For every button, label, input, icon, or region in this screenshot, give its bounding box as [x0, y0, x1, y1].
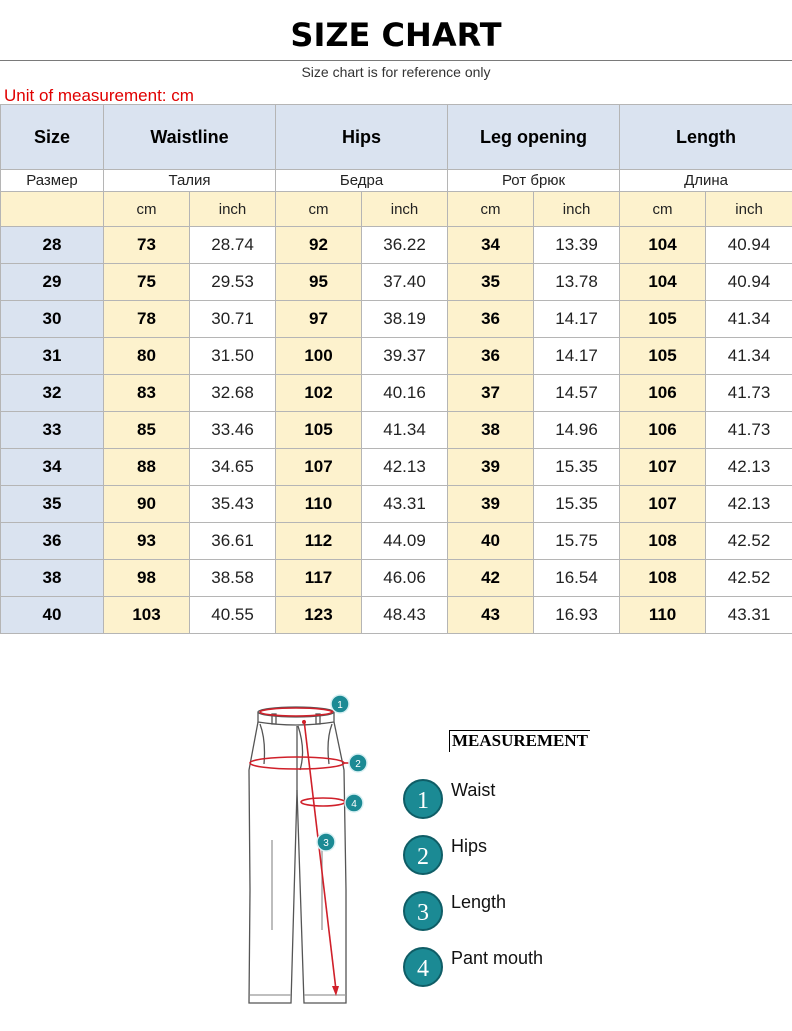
length-cm-cell: 106	[620, 375, 706, 412]
leg-cm-cell: 37	[448, 375, 534, 412]
leg-inch-cell: 13.39	[534, 227, 620, 264]
unit-inch: inch	[706, 192, 792, 227]
header-length-ru: Длина	[620, 170, 792, 192]
hips-inch-cell: 36.22	[362, 227, 448, 264]
number-1-icon	[402, 778, 444, 820]
header-row-ru	[1, 170, 792, 192]
header-size-ru: Размер	[1, 170, 104, 192]
hips-cm-cell: 97	[276, 301, 362, 338]
leg-inch-cell: 13.78	[534, 264, 620, 301]
header-hips-ru: Бедра	[276, 170, 448, 192]
hips-inch-cell: 43.31	[362, 486, 448, 523]
svg-text:4: 4	[417, 956, 429, 982]
leg-inch-cell: 14.57	[534, 375, 620, 412]
size-cell: 31	[1, 338, 104, 375]
header-waistline-ru: Талия	[104, 170, 276, 192]
table-row	[1, 227, 792, 264]
marker-3-icon	[317, 833, 335, 851]
size-cell: 40	[1, 597, 104, 634]
length-cm-cell: 110	[620, 597, 706, 634]
length-cm-cell: 106	[620, 412, 706, 449]
waist-cm-cell: 83	[104, 375, 190, 412]
number-2-icon	[402, 834, 444, 876]
leg-inch-cell: 15.35	[534, 486, 620, 523]
hips-inch-cell: 39.37	[362, 338, 448, 375]
header-row-en	[1, 105, 792, 170]
header-leg-opening-ru: Рот брюк	[448, 170, 620, 192]
header-hips: Hips	[276, 105, 448, 170]
hips-cm-cell: 123	[276, 597, 362, 634]
waist-inch-cell: 30.71	[190, 301, 276, 338]
size-cell: 29	[1, 264, 104, 301]
length-inch-cell: 40.94	[706, 264, 792, 301]
hips-inch-cell: 38.19	[362, 301, 448, 338]
size-table	[0, 104, 792, 634]
table-row	[1, 523, 792, 560]
table-row	[1, 597, 792, 634]
table-row	[1, 338, 792, 375]
waist-inch-cell: 35.43	[190, 486, 276, 523]
leg-cm-cell: 39	[448, 449, 534, 486]
size-cell: 35	[1, 486, 104, 523]
waist-inch-cell: 31.50	[190, 338, 276, 375]
unit-cm: cm	[448, 192, 534, 227]
svg-text:3: 3	[323, 838, 329, 849]
size-cell: 34	[1, 449, 104, 486]
unit-inch: inch	[362, 192, 448, 227]
waist-cm-cell: 78	[104, 301, 190, 338]
leg-cm-cell: 35	[448, 264, 534, 301]
leg-cm-cell: 40	[448, 523, 534, 560]
number-3-icon	[402, 890, 444, 932]
legend-label: Pant mouth	[451, 948, 544, 968]
hips-cm-cell: 100	[276, 338, 362, 375]
legend-title: MEASUREMENT	[449, 730, 590, 752]
length-cm-cell: 105	[620, 338, 706, 375]
title-divider	[0, 60, 792, 61]
length-cm-cell: 108	[620, 523, 706, 560]
svg-text:2: 2	[355, 759, 361, 770]
header-row-units	[1, 192, 792, 227]
hips-cm-cell: 117	[276, 560, 362, 597]
table-row	[1, 412, 792, 449]
leg-inch-cell: 16.54	[534, 560, 620, 597]
pants-diagram	[236, 690, 376, 1010]
waist-cm-cell: 90	[104, 486, 190, 523]
hips-inch-cell: 48.43	[362, 597, 448, 634]
header-leg-opening: Leg opening	[448, 105, 620, 170]
waist-inch-cell: 33.46	[190, 412, 276, 449]
header-waistline: Waistline	[104, 105, 276, 170]
hips-inch-cell: 44.09	[362, 523, 448, 560]
svg-text:3: 3	[417, 900, 429, 926]
leg-inch-cell: 14.96	[534, 412, 620, 449]
length-cm-cell: 104	[620, 227, 706, 264]
hips-cm-cell: 107	[276, 449, 362, 486]
length-inch-cell: 42.13	[706, 486, 792, 523]
waist-cm-cell: 98	[104, 560, 190, 597]
waist-inch-cell: 29.53	[190, 264, 276, 301]
leg-inch-cell: 14.17	[534, 301, 620, 338]
length-inch-cell: 41.73	[706, 412, 792, 449]
svg-text:1: 1	[417, 788, 429, 814]
length-inch-cell: 41.34	[706, 338, 792, 375]
waist-cm-cell: 75	[104, 264, 190, 301]
unit-blank-cell	[1, 192, 104, 227]
header-length: Length	[620, 105, 792, 170]
unit-cm: cm	[276, 192, 362, 227]
svg-text:2: 2	[417, 844, 429, 870]
length-inch-cell: 43.31	[706, 597, 792, 634]
unit-inch: inch	[190, 192, 276, 227]
hips-inch-cell: 37.40	[362, 264, 448, 301]
hips-inch-cell: 41.34	[362, 412, 448, 449]
waist-cm-cell: 85	[104, 412, 190, 449]
marker-4-icon	[345, 794, 363, 812]
svg-text:4: 4	[351, 799, 357, 810]
waist-inch-cell: 28.74	[190, 227, 276, 264]
unit-note: Unit of measurement: cm	[4, 86, 194, 105]
length-inch-cell: 42.13	[706, 449, 792, 486]
waist-inch-cell: 32.68	[190, 375, 276, 412]
unit-inch: inch	[534, 192, 620, 227]
length-inch-cell: 42.52	[706, 523, 792, 560]
table-row	[1, 375, 792, 412]
leg-cm-cell: 34	[448, 227, 534, 264]
leg-inch-cell: 15.75	[534, 523, 620, 560]
table-row	[1, 449, 792, 486]
legend-label: Length	[451, 892, 507, 912]
length-inch-cell: 41.73	[706, 375, 792, 412]
waist-cm-cell: 103	[104, 597, 190, 634]
number-4-icon	[402, 946, 444, 988]
hips-cm-cell: 110	[276, 486, 362, 523]
pants-outline	[249, 707, 346, 1003]
waist-inch-cell: 34.65	[190, 449, 276, 486]
svg-text:1: 1	[337, 700, 343, 711]
hips-inch-cell: 46.06	[362, 560, 448, 597]
table-row	[1, 560, 792, 597]
hips-inch-cell: 40.16	[362, 375, 448, 412]
size-cell: 36	[1, 523, 104, 560]
leg-cm-cell: 42	[448, 560, 534, 597]
length-cm-cell: 107	[620, 449, 706, 486]
waist-cm-cell: 73	[104, 227, 190, 264]
leg-inch-cell: 14.17	[534, 338, 620, 375]
subtitle: Size chart is for reference only	[301, 64, 491, 80]
header-size: Size	[1, 105, 104, 170]
unit-cm: cm	[104, 192, 190, 227]
marker-2-icon	[349, 754, 367, 772]
marker-badges	[317, 695, 367, 851]
size-cell: 30	[1, 301, 104, 338]
length-cm-cell: 107	[620, 486, 706, 523]
hips-cm-cell: 102	[276, 375, 362, 412]
waist-inch-cell: 38.58	[190, 560, 276, 597]
hips-cm-cell: 105	[276, 412, 362, 449]
table-row	[1, 486, 792, 523]
legend-label: Hips	[451, 836, 488, 856]
leg-inch-cell: 16.93	[534, 597, 620, 634]
hips-cm-cell: 112	[276, 523, 362, 560]
hips-cm-cell: 95	[276, 264, 362, 301]
size-cell: 33	[1, 412, 104, 449]
leg-cm-cell: 36	[448, 338, 534, 375]
leg-inch-cell: 15.35	[534, 449, 620, 486]
page-title: SIZE CHART	[290, 16, 502, 54]
length-cm-cell: 108	[620, 560, 706, 597]
table-row	[1, 301, 792, 338]
waist-cm-cell: 93	[104, 523, 190, 560]
waist-inch-cell: 40.55	[190, 597, 276, 634]
leg-cm-cell: 39	[448, 486, 534, 523]
marker-1-icon	[331, 695, 349, 713]
length-cm-cell: 104	[620, 264, 706, 301]
waist-cm-cell: 88	[104, 449, 190, 486]
table-row	[1, 264, 792, 301]
waist-inch-cell: 36.61	[190, 523, 276, 560]
size-cell: 32	[1, 375, 104, 412]
hips-inch-cell: 42.13	[362, 449, 448, 486]
unit-cm: cm	[620, 192, 706, 227]
waist-cm-cell: 80	[104, 338, 190, 375]
size-cell: 28	[1, 227, 104, 264]
length-cm-cell: 105	[620, 301, 706, 338]
size-cell: 38	[1, 560, 104, 597]
length-inch-cell: 40.94	[706, 227, 792, 264]
leg-cm-cell: 43	[448, 597, 534, 634]
hips-cm-cell: 92	[276, 227, 362, 264]
leg-cm-cell: 38	[448, 412, 534, 449]
length-inch-cell: 42.52	[706, 560, 792, 597]
leg-cm-cell: 36	[448, 301, 534, 338]
legend-label: Waist	[451, 780, 496, 800]
length-inch-cell: 41.34	[706, 301, 792, 338]
